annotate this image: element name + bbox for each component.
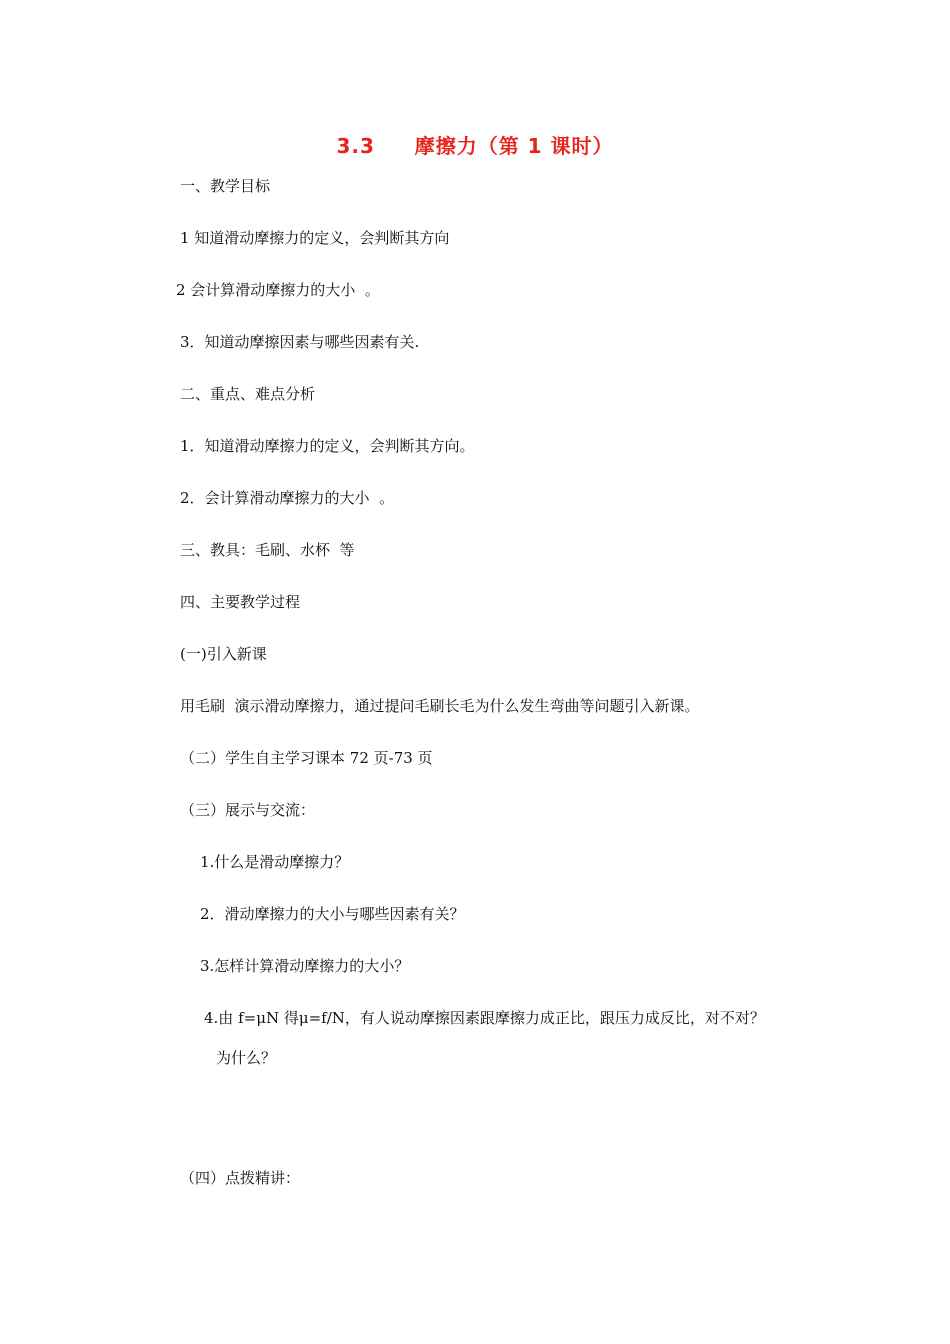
section-heading-key-points: 二、重点、难点分析 [180,385,316,403]
section-heading-teaching-aids: 三、教具：毛刷、水杯 等 [180,541,355,559]
objective-item-3: 3．知道动摩擦因素与哪些因素有关. [180,333,420,351]
objective-item-2: 2 会计算滑动摩擦力的大小 。 [176,281,380,299]
subsection-explanation: （四）点拨精讲： [180,1169,301,1187]
subsection-presentation: （三）展示与交流： [180,801,316,819]
subsection-self-study: （二）学生自主学习课本 72 页-73 页 [180,749,433,767]
question-item-2: 2．滑动摩擦力的大小与哪些因素有关？ [200,905,465,923]
key-point-item-1: 1．知道滑动摩擦力的定义，会判断其方向。 [180,437,475,455]
subsection-introduction: (一)引入新课 [180,645,267,663]
question-item-4-continued: 为什么？ [216,1049,277,1067]
key-point-item-2: 2．会计算滑动摩擦力的大小 。 [180,489,395,507]
question-item-1: 1.什么是滑动摩擦力？ [200,853,350,871]
section-heading-process: 四、主要教学过程 [180,593,301,611]
introduction-paragraph: 用毛刷 演示滑动摩擦力，通过提问毛刷长毛为什么发生弯曲等问题引入新课。 [180,697,700,715]
section-heading-objectives: 一、教学目标 [180,177,271,195]
objective-item-1: 1 知道滑动摩擦力的定义，会判断其方向 [180,229,450,247]
question-item-4: 4.由 f=μN 得μ=f/N，有人说动摩擦因素跟摩擦力成正比，跟压力成反比，对不对？ [204,1009,765,1027]
document-title: 3.3 摩擦力（第 1 课时） [336,134,614,158]
question-item-3: 3.怎样计算滑动摩擦力的大小？ [200,957,410,975]
